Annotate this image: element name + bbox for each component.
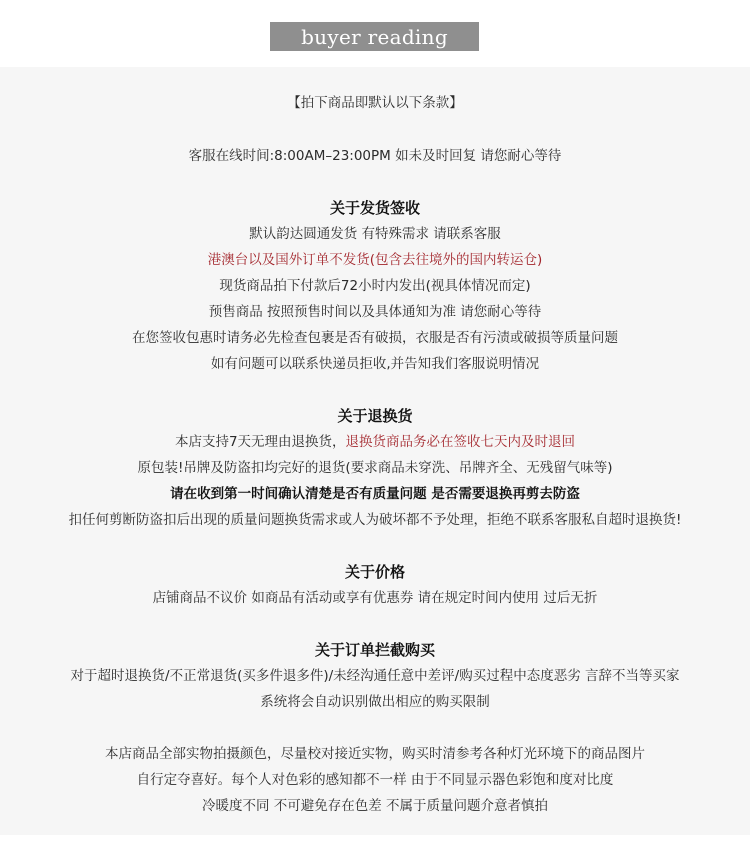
returns-deadline-text: 退换货商品务必在签收七天内及时退回	[345, 434, 576, 450]
color-note-line: 本店商品全部实物拍摄颜色，尽量校对接近实物，购买时清参考各种灯光环境下的商品图片	[105, 746, 645, 762]
returns-line: 扣任何剪断防盗扣后出现的质量问题换货需求或人为破坏都不予处理，拒绝不联系客服私自超时退换货!	[68, 512, 682, 528]
page-title: buyer reading	[270, 22, 479, 51]
price-heading: 关于价格	[344, 563, 405, 581]
shipping-line: 如有问题可以联系快递员拒收,并告知我们客服说明情况	[210, 356, 540, 372]
color-note-line: 冷暖度不同 不可避免存在色差 不属于质量问题介意者慎拍	[201, 798, 549, 814]
shipping-line: 预售商品 按照预售时间以及具体通知为准 请您耐心等待	[208, 304, 542, 320]
returns-policy-text: 本店支持7天无理由退换货，	[174, 434, 346, 450]
shipping-line-warning: 港澳台以及国外订单不发货(包含去往境外的国内转运仓)	[207, 252, 543, 268]
price-line: 店铺商品不议价 如商品有活动或享有优惠券 请在规定时间内使用 过后无折	[152, 590, 598, 606]
intercept-line: 系统将会自动识别做出相应的购买限制	[260, 694, 490, 710]
intercept-line: 对于超时退换货/不正常退货(买多件退多件)/未经沟通任意中差评/购买过程中态度恶劣 言辞不当等买家	[70, 668, 680, 684]
bottom-divider	[0, 835, 750, 853]
returns-line: 原包装!吊牌及防盗扣均完好的退货(要求商品未穿洗、吊牌齐全、无残留气味等)	[137, 460, 613, 476]
returns-heading: 关于退换货	[337, 407, 413, 425]
intercept-heading: 关于订单拦截购买	[314, 641, 435, 659]
shipping-heading: 关于发货签收	[329, 199, 420, 217]
color-note-line: 自行定夺喜好。每个人对色彩的感知都不一样 由于不同显示器色彩饱和度对比度	[136, 772, 614, 788]
header-bar	[0, 0, 750, 67]
service-hours-text: 客服在线时间:8:00AM–23:00PM 如未及时回复 请您耐心等待	[188, 148, 562, 164]
shipping-line: 默认韵达圆通发货 有特殊需求 请联系客服	[249, 226, 501, 242]
shipping-line: 现货商品拍下付款后72小时内发出(视具体情况而定)	[219, 278, 531, 294]
returns-line-policy	[0, 432, 750, 452]
buyer-notice-panel	[0, 67, 750, 835]
shipping-line: 在您签收包惠时请务必先检查包裹是否有破损，衣服是否有污渍或破损等质量问题	[132, 330, 618, 346]
intro-text: 【拍下商品即默认以下条款】	[287, 95, 463, 111]
returns-line-emphasis: 请在收到第一时间确认清楚是否有质量问题 是否需要退换再剪去防盗	[170, 486, 580, 502]
